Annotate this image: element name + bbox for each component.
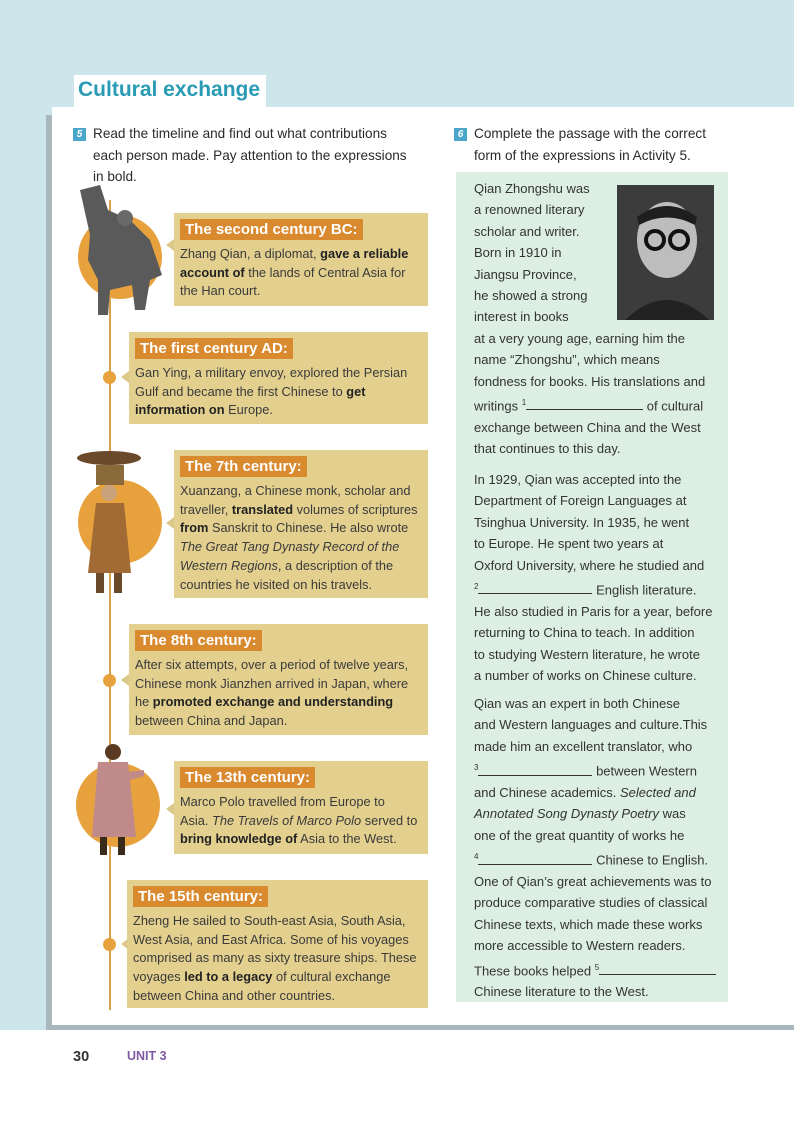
passage-line: name “Zhongshu”, which means <box>474 352 660 368</box>
card-body <box>135 364 407 420</box>
key-expression: translated <box>231 501 294 517</box>
book-title: The Great Tang Dynasty Record of the <box>180 539 400 555</box>
text: volumes of scriptures <box>293 501 418 517</box>
passage-line: that continues to this day. <box>474 441 621 457</box>
text: between China and other countries. <box>133 987 336 1003</box>
text: the lands of Central Asia for <box>244 264 406 280</box>
card-heading: The 7th century: <box>180 456 307 477</box>
text: Zheng He sailed to South-east Asia, South Asia, <box>133 913 406 928</box>
passage-line: returning to China to teach. In addition <box>474 625 695 641</box>
blank-number: 1 <box>521 398 527 408</box>
passage-line: interest in books <box>474 309 569 325</box>
blank-number: 5 <box>594 962 600 972</box>
timeline-dot <box>103 674 116 687</box>
card-body <box>180 793 417 849</box>
text: West Asia, and East Africa. Some of his voyages <box>133 931 409 947</box>
card-pointer <box>121 674 129 686</box>
passage-line: Born in 1910 in <box>474 245 562 261</box>
key-expression: account of <box>180 264 245 280</box>
text: voyages <box>133 969 185 985</box>
passage-line: scholar and writer. <box>474 223 580 239</box>
card-body <box>180 482 418 594</box>
timeline-spine <box>109 200 111 1010</box>
instruction-line: Complete the passage with the correct <box>474 126 706 141</box>
passage-line: made him an excellent translator, who <box>474 738 693 754</box>
timeline-dot <box>103 938 116 951</box>
key-expression: bring knowledge of <box>180 831 298 847</box>
text: of cultural exchange <box>272 969 391 985</box>
card-pointer <box>121 371 129 383</box>
card-body <box>180 245 408 301</box>
blank-number: 3 <box>474 763 479 773</box>
passage-line: more accessible to Western readers. <box>474 938 686 954</box>
passage-line: One of Qian’s great achievements was to <box>474 873 712 889</box>
answer-blank-4[interactable] <box>478 852 592 865</box>
key-expression: led to a legacy <box>184 969 273 985</box>
passage-line: at a very young age, earning him the <box>474 330 686 346</box>
passage-line: exchange between China and the West <box>474 419 701 435</box>
text: English literature. <box>592 582 697 598</box>
page-number: 30 <box>73 1049 90 1065</box>
book-title: The Travels of Marco Polo <box>212 812 362 828</box>
instruction-line: each person made. Pay attention to the expressions <box>93 147 407 163</box>
text: he <box>135 694 153 710</box>
passage-line: to studying Western literature, he wrote <box>474 646 700 662</box>
passage-line: to Europe. He spent two years at <box>474 536 664 552</box>
passage-line: Department of Foreign Languages at <box>474 493 687 509</box>
passage-line: Qian Zhongshu was <box>474 181 590 196</box>
passage-line: Qian was an expert in both Chinese <box>474 696 680 711</box>
key-expression: information on <box>135 402 225 418</box>
text: Europe. <box>224 402 273 418</box>
answer-blank-5[interactable] <box>599 962 716 975</box>
book-title: Selected and <box>619 784 696 800</box>
instruction-line: in bold. <box>93 169 137 184</box>
card-heading: The 13th century: <box>180 767 315 788</box>
timeline-card-1st-century-ad <box>129 332 428 424</box>
passage-line: In 1929, Qian was accepted into the <box>474 472 682 487</box>
passage-line: Tsinghua University. In 1935, he went <box>474 514 690 530</box>
text: was <box>659 806 686 822</box>
instruction-line: Read the timeline and find out what contributions <box>93 126 387 141</box>
timeline-dot <box>103 371 116 384</box>
timeline-card-15th-century <box>127 880 428 1008</box>
timeline-card-13th-century <box>174 761 428 854</box>
passage-line: he showed a strong <box>474 288 588 304</box>
blank-number: 2 <box>474 582 479 592</box>
card-pointer <box>166 239 174 251</box>
instruction-line: form of the expressions in Activity 5. <box>474 147 691 163</box>
section-title: Cultural exchange <box>78 78 261 101</box>
key-expression: from <box>180 520 209 536</box>
passage-paragraph-2 <box>474 469 712 686</box>
text: Sanskrit to Chinese. He also wrote <box>208 520 409 536</box>
horseman-statue-illustration <box>70 180 170 320</box>
blank-number: 4 <box>474 852 479 862</box>
xuanzang-illustration <box>76 448 146 598</box>
card-heading: The second century BC: <box>180 219 363 240</box>
card-heading: The 8th century: <box>135 630 262 651</box>
text: Chinese to English. <box>592 852 709 868</box>
passage-line: a number of works on Chinese culture. <box>474 667 697 683</box>
text: between Western <box>592 763 697 779</box>
passage-line <box>474 846 716 871</box>
text: served to <box>361 812 418 828</box>
text: Xuanzang, a Chinese monk, scholar and <box>180 483 411 498</box>
passage-line <box>474 392 705 417</box>
timeline-card-7th-century <box>174 450 428 598</box>
passage-line: a renowned literary <box>474 202 585 218</box>
card-pointer <box>166 517 174 529</box>
text: traveller, <box>180 501 232 517</box>
marco-polo-illustration <box>88 742 148 862</box>
activity-5-instructions <box>93 123 407 188</box>
answer-blank-2[interactable] <box>478 581 592 594</box>
passage-line: Jiangsu Province, <box>474 266 577 282</box>
text: the Han court. <box>180 283 261 299</box>
answer-blank-1[interactable] <box>526 397 643 410</box>
key-expression: get <box>346 383 366 399</box>
key-expression: promoted exchange and understanding <box>152 694 394 710</box>
passage-paragraph-1 <box>474 178 705 460</box>
text: of cultural <box>643 398 704 414</box>
text: Asia. <box>180 812 213 828</box>
card-body <box>133 912 417 1006</box>
passage-line <box>474 803 716 824</box>
passage-line: Chinese texts, which made these works <box>474 916 703 932</box>
passage-line <box>474 782 716 803</box>
passage-line <box>474 757 716 782</box>
card-heading: The 15th century: <box>133 886 268 907</box>
book-title: Annotated Song Dynasty Poetry <box>474 806 660 822</box>
timeline-card-8th-century <box>129 624 428 735</box>
passage-line <box>474 957 716 982</box>
text: between China and Japan. <box>135 713 288 729</box>
card-body <box>135 656 408 731</box>
text: Zhang Qian, a diplomat, <box>180 246 321 261</box>
text: comprised as many as sixty treasure ships. These <box>133 950 417 966</box>
text: Marco Polo travelled from Europe to <box>180 794 385 809</box>
answer-blank-3[interactable] <box>478 763 592 776</box>
passage-line: one of the great quantity of works he <box>474 827 685 843</box>
passage-line <box>474 576 712 601</box>
text: and Chinese academics. <box>474 784 620 800</box>
card-heading: The first century AD: <box>135 338 293 359</box>
passage-line: He also studied in Paris for a year, before <box>474 603 713 619</box>
text: Chinese monk Jianzhen arrived in Japan, where <box>135 675 409 691</box>
passage-line: and Western languages and culture.This <box>474 717 708 733</box>
card-pointer <box>166 803 174 815</box>
activity-5-badge: 5 <box>73 128 86 141</box>
passage-line: fondness for books. His translations and <box>474 373 706 389</box>
unit-label: UNIT 3 <box>127 1049 167 1063</box>
text: Gulf and became the first Chinese to <box>135 383 347 399</box>
text: After six attempts, over a period of twelve years, <box>135 657 409 672</box>
passage-line: produce comparative studies of classical <box>474 895 708 911</box>
text: Asia to the West. <box>297 831 397 847</box>
activity-6-badge: 6 <box>454 128 467 141</box>
text: countries he visited on his travels. <box>180 576 373 592</box>
passage-paragraph-3 <box>474 693 716 1003</box>
activity-6-instructions <box>474 123 706 166</box>
key-expression: gave a reliable <box>320 246 409 261</box>
text: Gan Ying, a military envoy, explored the Persian <box>135 365 408 380</box>
text: writings <box>474 398 522 414</box>
text: These books helped <box>474 962 595 978</box>
text: , a description of the <box>277 557 394 573</box>
passage-line: Oxford University, where he studied and <box>474 557 705 573</box>
timeline-card-2nd-century-bc <box>174 213 428 306</box>
book-title: Western Regions <box>180 557 278 573</box>
passage-line: Chinese literature to the West. <box>474 984 649 1000</box>
